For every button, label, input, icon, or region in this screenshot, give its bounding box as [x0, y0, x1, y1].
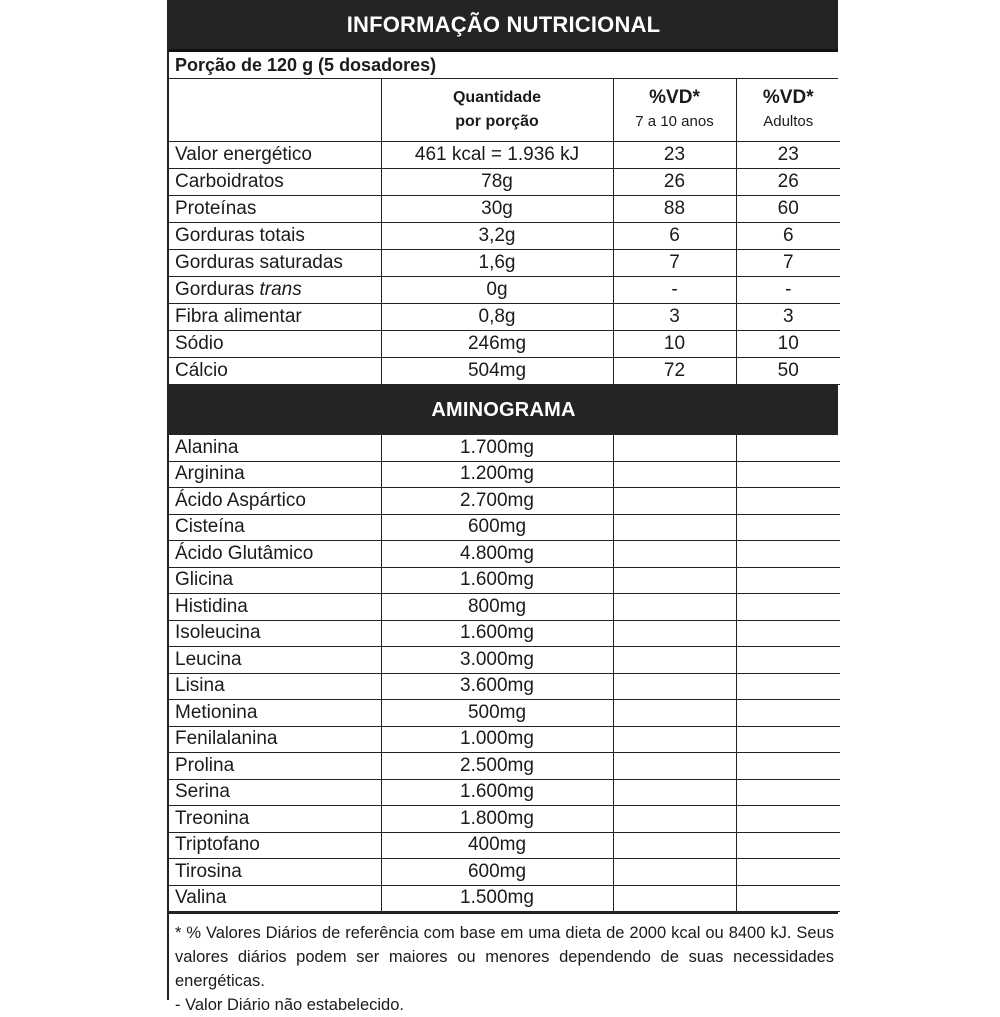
amino-acid-vd-kids-empty	[613, 885, 736, 912]
aminogram-row	[169, 488, 840, 515]
nutrition-table	[169, 79, 840, 385]
nutrient-quantity: 3,2g	[381, 223, 613, 250]
amino-acid-vd-kids-empty	[613, 673, 736, 700]
amino-acid-vd-kids-empty	[613, 620, 736, 647]
nutrient-name: Cálcio	[169, 358, 381, 385]
nutrient-vd-kids: 26	[613, 169, 736, 196]
amino-acid-name: Fenilalanina	[169, 726, 381, 753]
nutrient-quantity: 0g	[381, 277, 613, 304]
nutrient-vd-adults: -	[736, 277, 840, 304]
aminogram-row	[169, 461, 840, 488]
nutrient-row	[169, 358, 840, 385]
amino-acid-quantity: 3.000mg	[381, 647, 613, 674]
nutrient-row	[169, 304, 840, 331]
header-vd-kids-line1: %VD*	[649, 87, 700, 108]
nutrient-name: Fibra alimentar	[169, 304, 381, 331]
aminogram-row	[169, 885, 840, 912]
nutrient-row	[169, 331, 840, 358]
amino-acid-name: Tirosina	[169, 859, 381, 886]
nutrient-vd-kids: 10	[613, 331, 736, 358]
amino-acid-vd-kids-empty	[613, 541, 736, 568]
nutrient-quantity: 1,6g	[381, 250, 613, 277]
amino-acid-name: Serina	[169, 779, 381, 806]
label-title: INFORMAÇÃO NUTRICIONAL	[169, 0, 838, 52]
amino-acid-name: Isoleucina	[169, 620, 381, 647]
aminogram-row	[169, 700, 840, 727]
amino-acid-vd-adults-empty	[736, 594, 840, 621]
aminogram-row	[169, 832, 840, 859]
amino-acid-name: Ácido Glutâmico	[169, 541, 381, 568]
header-quantity	[381, 79, 613, 142]
nutrient-name: Carboidratos	[169, 169, 381, 196]
aminogram-rows	[169, 435, 840, 912]
nutrient-vd-kids: 72	[613, 358, 736, 385]
amino-acid-vd-adults-empty	[736, 488, 840, 515]
amino-acid-quantity: 1.500mg	[381, 885, 613, 912]
header-blank-cell	[169, 79, 381, 142]
nutrient-vd-kids: 3	[613, 304, 736, 331]
aminogram-row	[169, 726, 840, 753]
aminogram-row	[169, 541, 840, 568]
amino-acid-name: Lisina	[169, 673, 381, 700]
amino-acid-vd-adults-empty	[736, 779, 840, 806]
amino-acid-quantity: 500mg	[381, 700, 613, 727]
aminogram-row	[169, 567, 840, 594]
nutrient-name-text: Gorduras	[175, 279, 260, 300]
nutrient-vd-adults: 6	[736, 223, 840, 250]
nutrient-row	[169, 169, 840, 196]
aminogram-row	[169, 859, 840, 886]
amino-acid-quantity: 2.500mg	[381, 753, 613, 780]
amino-acid-vd-adults-empty	[736, 435, 840, 461]
amino-acid-name: Treonina	[169, 806, 381, 833]
amino-acid-vd-adults-empty	[736, 567, 840, 594]
nutrient-name-italic: trans	[259, 279, 302, 300]
amino-acid-name: Valina	[169, 885, 381, 912]
amino-acid-vd-adults-empty	[736, 673, 840, 700]
nutrient-row	[169, 277, 840, 304]
nutrient-quantity: 0,8g	[381, 304, 613, 331]
nutrient-vd-adults: 7	[736, 250, 840, 277]
nutrient-vd-kids: -	[613, 277, 736, 304]
nutrient-quantity: 246mg	[381, 331, 613, 358]
amino-acid-vd-kids-empty	[613, 726, 736, 753]
nutrient-quantity: 461 kcal = 1.936 kJ	[381, 142, 613, 169]
amino-acid-quantity: 1.600mg	[381, 779, 613, 806]
amino-acid-name: Alanina	[169, 435, 381, 461]
nutrient-name: Gorduras totais	[169, 223, 381, 250]
header-vd-kids	[613, 79, 736, 142]
amino-acid-vd-adults-empty	[736, 726, 840, 753]
amino-acid-quantity: 600mg	[381, 514, 613, 541]
amino-acid-vd-kids-empty	[613, 567, 736, 594]
amino-acid-vd-kids-empty	[613, 594, 736, 621]
aminogram-row	[169, 647, 840, 674]
aminogram-row	[169, 673, 840, 700]
nutrient-name	[169, 277, 381, 304]
footnote-reference: * % Valores Diários de referência com base em uma dieta de 2000 kcal ou 8400 kJ. Seus valores diários podem ser maiores ou menores dependendo de suas necessidades energéticas.	[175, 924, 834, 990]
amino-acid-vd-kids-empty	[613, 806, 736, 833]
amino-acid-vd-kids-empty	[613, 779, 736, 806]
amino-acid-name: Arginina	[169, 461, 381, 488]
amino-acid-quantity: 600mg	[381, 859, 613, 886]
amino-acid-vd-adults-empty	[736, 541, 840, 568]
nutrient-quantity: 504mg	[381, 358, 613, 385]
amino-acid-name: Cisteína	[169, 514, 381, 541]
amino-acid-quantity: 1.700mg	[381, 435, 613, 461]
amino-acid-vd-kids-empty	[613, 514, 736, 541]
amino-acid-vd-adults-empty	[736, 647, 840, 674]
header-vd-adults-line1: %VD*	[762, 87, 814, 108]
amino-acid-vd-kids-empty	[613, 753, 736, 780]
amino-acid-vd-adults-empty	[736, 753, 840, 780]
nutrient-vd-adults: 10	[736, 331, 840, 358]
header-quantity-line1: Quantidade	[452, 89, 541, 106]
nutrient-name: Proteínas	[169, 196, 381, 223]
nutrient-vd-kids: 23	[613, 142, 736, 169]
nutrient-name: Valor energético	[169, 142, 381, 169]
amino-acid-vd-adults-empty	[736, 620, 840, 647]
nutrient-vd-adults: 26	[736, 169, 840, 196]
nutrient-vd-kids: 6	[613, 223, 736, 250]
aminogram-row	[169, 779, 840, 806]
nutrient-vd-adults: 3	[736, 304, 840, 331]
amino-acid-vd-adults-empty	[736, 806, 840, 833]
aminogram-row	[169, 806, 840, 833]
nutrient-quantity: 78g	[381, 169, 613, 196]
amino-acid-name: Histidina	[169, 594, 381, 621]
amino-acid-vd-adults-empty	[736, 832, 840, 859]
nutrient-row	[169, 223, 840, 250]
amino-acid-vd-kids-empty	[613, 488, 736, 515]
portion-size: Porção de 120 g (5 dosadores)	[169, 52, 838, 79]
amino-acid-vd-kids-empty	[613, 832, 736, 859]
nutrient-vd-adults: 60	[736, 196, 840, 223]
amino-acid-name: Leucina	[169, 647, 381, 674]
header-vd-adults	[736, 79, 840, 142]
amino-acid-name: Triptofano	[169, 832, 381, 859]
amino-acid-quantity: 1.600mg	[381, 620, 613, 647]
amino-acid-quantity: 3.600mg	[381, 673, 613, 700]
amino-acid-vd-kids-empty	[613, 647, 736, 674]
aminogram-row	[169, 435, 840, 461]
amino-acid-quantity: 800mg	[381, 594, 613, 621]
amino-acid-name: Prolina	[169, 753, 381, 780]
aminogram-row	[169, 753, 840, 780]
nutrient-vd-kids: 88	[613, 196, 736, 223]
aminogram-title: AMINOGRAMA	[169, 385, 838, 435]
footnote	[169, 912, 838, 1017]
nutrient-quantity: 30g	[381, 196, 613, 223]
amino-acid-name: Glicina	[169, 567, 381, 594]
nutrient-vd-adults: 23	[736, 142, 840, 169]
nutrient-row	[169, 196, 840, 223]
nutrient-rows	[169, 142, 840, 385]
amino-acid-vd-adults-empty	[736, 859, 840, 886]
amino-acid-quantity: 1.800mg	[381, 806, 613, 833]
header-vd-adults-line2: Adultos	[763, 113, 814, 130]
nutrient-vd-adults: 50	[736, 358, 840, 385]
footnote-not-established: - Valor Diário não estabelecido.	[175, 996, 404, 1014]
amino-acid-quantity: 400mg	[381, 832, 613, 859]
nutrient-name: Gorduras saturadas	[169, 250, 381, 277]
aminogram-row	[169, 594, 840, 621]
amino-acid-vd-kids-empty	[613, 859, 736, 886]
nutrition-facts-label	[167, 0, 838, 1014]
amino-acid-vd-kids-empty	[613, 700, 736, 727]
aminogram-row	[169, 620, 840, 647]
amino-acid-quantity: 1.000mg	[381, 726, 613, 753]
amino-acid-vd-kids-empty	[613, 461, 736, 488]
amino-acid-quantity: 1.600mg	[381, 567, 613, 594]
nutrient-row	[169, 250, 840, 277]
amino-acid-name: Ácido Aspártico	[169, 488, 381, 515]
amino-acid-name: Metionina	[169, 700, 381, 727]
header-quantity-line2: por porção	[455, 113, 539, 130]
amino-acid-vd-adults-empty	[736, 700, 840, 727]
nutrient-row	[169, 142, 840, 169]
aminogram-table	[169, 435, 840, 912]
amino-acid-vd-adults-empty	[736, 885, 840, 912]
amino-acid-vd-kids-empty	[613, 435, 736, 461]
nutrient-vd-kids: 7	[613, 250, 736, 277]
amino-acid-quantity: 1.200mg	[381, 461, 613, 488]
amino-acid-quantity: 2.700mg	[381, 488, 613, 515]
aminogram-row	[169, 514, 840, 541]
amino-acid-vd-adults-empty	[736, 461, 840, 488]
nutrient-name: Sódio	[169, 331, 381, 358]
header-vd-kids-line2: 7 a 10 anos	[635, 113, 714, 130]
amino-acid-vd-adults-empty	[736, 514, 840, 541]
amino-acid-quantity: 4.800mg	[381, 541, 613, 568]
nutrition-table-header	[169, 79, 840, 142]
